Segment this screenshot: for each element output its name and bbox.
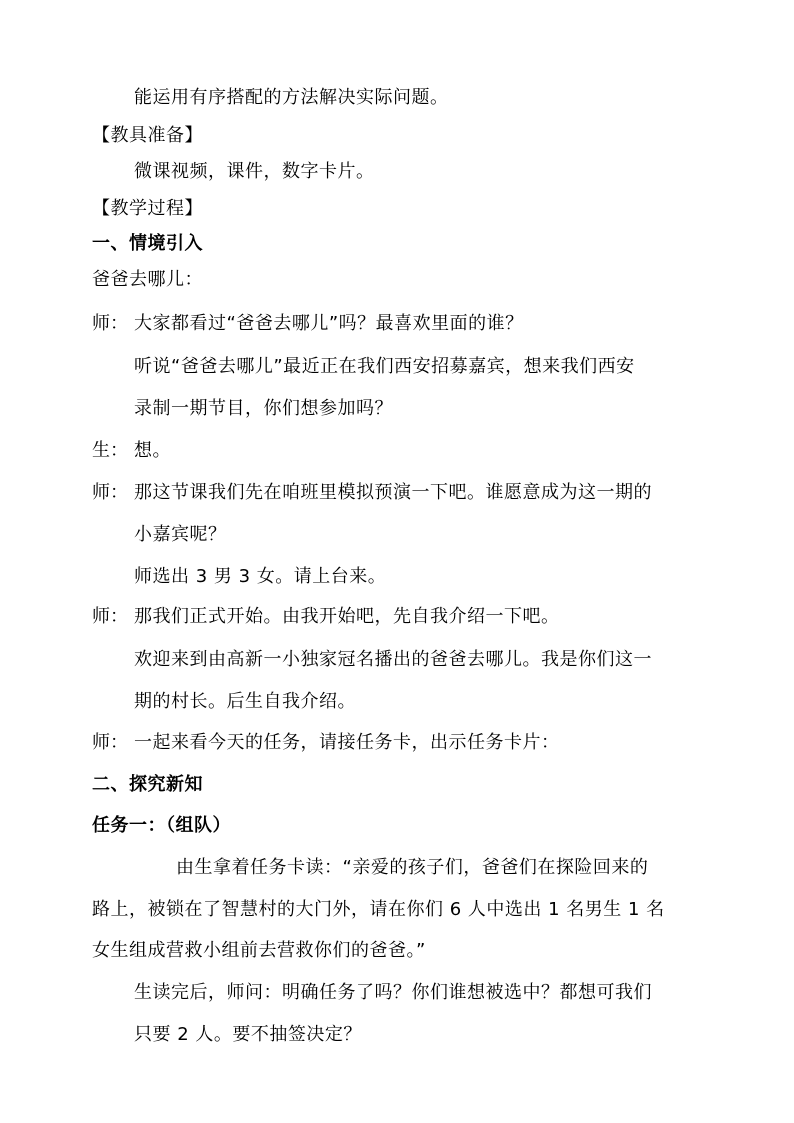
task1-heading: 任务一：（组队） <box>92 815 231 836</box>
dialog-speaker-teacher: 师： <box>92 482 128 503</box>
task1-paragraph-line: 路上，被锁在了智慧村的大门外，请在你们 6 人中选出 1 名男生 1 名 <box>92 899 665 920</box>
dialog-speaker-teacher: 师： <box>92 732 128 753</box>
materials-text: 微课视频，课件，数字卡片。 <box>134 161 375 182</box>
dialog-line: 欢迎来到由高新一小独家冠名播出的爸爸去哪儿。我是你们这一 <box>134 649 652 670</box>
task1-paragraph-line: 由生拿着任务卡读：“亲爱的孩子们，爸爸们在探险回来的 <box>176 857 649 878</box>
dialog-line: 那我们正式开始。由我开始吧，先自我介绍一下吧。 <box>134 606 560 627</box>
dialog-line: 师选出 3 男 3 女。请上台来。 <box>134 566 387 587</box>
dialog-speaker-student: 生： <box>92 440 128 461</box>
dialog-line: 期的村长。后生自我介绍。 <box>134 691 356 712</box>
objective-line: 能运用有序搭配的方法解决实际问题。 <box>134 87 449 108</box>
dialog-line: 一起来看今天的任务，请接任务卡，出示任务卡片： <box>134 732 560 753</box>
section1-heading: 一、情境引入 <box>92 233 203 254</box>
closing-paragraph-line: 只要 2 人。要不抽签决定？ <box>134 1024 362 1045</box>
process-heading: 【教学过程】 <box>92 198 203 219</box>
dialog-line: 听说“爸爸去哪儿”最近正在我们西安招募嘉宾，想来我们西安 <box>134 356 635 377</box>
dialog-line: 大家都看过“爸爸去哪儿”吗？最喜欢里面的谁？ <box>134 313 524 334</box>
section1-subtitle: 爸爸去哪儿： <box>92 269 203 290</box>
section2-heading: 二、探究新知 <box>92 774 203 795</box>
dialog-speaker-teacher: 师： <box>92 313 128 334</box>
closing-paragraph-line: 生读完后，师问：明确任务了吗？你们谁想被选中？都想可我们 <box>134 982 652 1003</box>
dialog-line: 小嘉宾呢？ <box>134 524 227 545</box>
dialog-line: 想。 <box>134 440 171 461</box>
dialog-line: 录制一期节目，你们想参加吗？ <box>134 398 393 419</box>
materials-heading: 【教具准备】 <box>92 125 203 146</box>
dialog-line: 那这节课我们先在咱班里模拟预演一下吧。谁愿意成为这一期的 <box>134 482 652 503</box>
task1-paragraph-line: 女生组成营救小组前去营救你们的爸爸。” <box>92 940 426 961</box>
dialog-speaker-teacher: 师： <box>92 606 128 627</box>
